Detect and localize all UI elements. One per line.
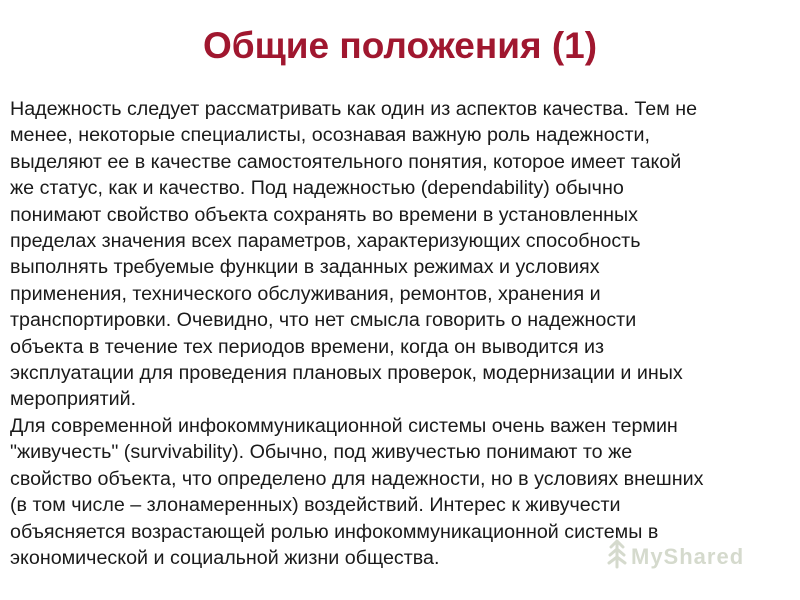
text-line: понимают свойство объекта сохранять во времени в установленных — [10, 203, 638, 226]
text-line: пределах значения всех параметров, характеризующих способность — [10, 230, 641, 253]
text-line: мероприятий. — [10, 388, 137, 411]
text-line: (в том числе – злонамеренных) воздействий. Интерес к живучести — [10, 494, 621, 517]
watermark-text: MyShared — [631, 544, 745, 569]
text-line: "живучесть" (survivability). Обычно, под живучестью понимают то же — [10, 441, 633, 464]
text-line: свойство объекта, что определено для надежности, но в условиях внешних — [10, 467, 704, 490]
text-line: транспортировки. Очевидно, что нет смысла говорить о надежности — [10, 309, 637, 332]
text-line: экономической и социальной жизни общества. — [10, 546, 440, 569]
text-line: выделяют ее в качестве самостоятельного понятия, которое имеет такой — [10, 150, 682, 173]
paragraph-dependability — [10, 96, 786, 413]
text-line: Для современной инфокоммуникационной системы очень важен термин — [10, 414, 678, 437]
slide-body — [10, 96, 786, 571]
watermark — [606, 540, 766, 574]
text-line: выполнять требуемые функции в заданных режимах и условиях — [10, 256, 600, 279]
text-line: Надежность следует рассматривать как один из аспектов качества. Тем не — [10, 98, 698, 120]
myshared-logo-icon — [606, 539, 631, 575]
text-line: объясняется возрастающей ролью инфокоммуникационной системы в — [10, 520, 659, 543]
text-line: менее, некоторые специалисты, осознавая важную роль надежности, — [10, 124, 650, 147]
text-line: применения, технического обслуживания, ремонтов, хранения и — [10, 282, 601, 305]
text-line: объекта в течение тех периодов времени, когда он выводится из — [10, 335, 605, 358]
text-line: эксплуатации для проведения плановых проверок, модернизации и иных — [10, 362, 683, 385]
slide-title: Общие положения (1) — [202, 25, 598, 66]
text-line: же статус, как и качество. Под надежностью (dependability) обычно — [10, 177, 624, 200]
